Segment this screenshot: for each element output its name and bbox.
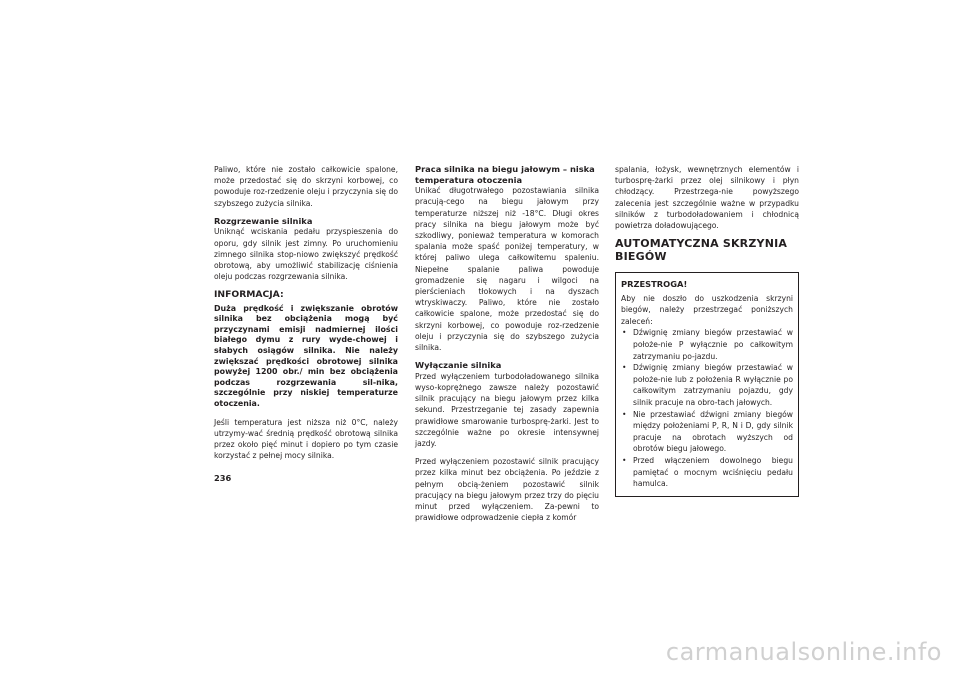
info-text: Duża prędkość i zwiększanie obrotów silnika bez obciążenia mogą być przyczynami emisji nadmiernej ilości białego dymu z rury wyde-chowej i słabych osiągów silnika. Nie należy zwiększać prędkości obrotowej silnika powyżej 1200 obr./ min bez obciążenia podczas rozgrzewania sil-nika, szczególnie przy niskiej temperaturze otoczenia. — [214, 303, 398, 408]
section-title-automatic-transmission: AUTOMATYCZNA SKRZYNIA BIEGÓW — [615, 237, 788, 263]
caution-item: • Dźwignię zmiany biegów przestawiać w położe-nie P wyłącznie po całkowitym zatrzymaniu po-jazdu. — [622, 328, 793, 361]
bullet-icon: • — [622, 328, 627, 338]
info-heading: INFORMACJA: — [214, 289, 284, 301]
caution-item: • Dźwignię zmiany biegów przestawiać w położe-nie lub z położenia R wyłącznie po całkowitym zatrzymaniu pojazdu, gdy silnik pracuje na obro-tach jałowych. — [622, 363, 793, 407]
paragraph-shutdown-1: Przed wyłączeniem turbodoładowanego silnika wyso-koprężnego zawsze należy pozostawić silnik pracujący na biegu jałowym przez kilka sekund. Przestrzeganie tej zasady zapewnia prawidłowe smarowanie turbosprę-żarki. Jest to szczególnie ważne po okresie intensywnej jazdy. — [415, 371, 599, 449]
paragraph-shutdown-2: Przed wyłączeniem pozostawić silnik pracujący przez kilka minut bez obciążenia. Po jeździe z pełnym obcią-żeniem pozostawić silnik pracujący na biegu jałowym przez trzy do pięciu minut przed wyłączeniem. Za-pewni to prawidłowe odprowadzenie ciepła z komór — [415, 457, 599, 523]
heading-engine-warmup: Rozgrzewanie silnika — [214, 215, 313, 226]
paragraph-fuel: Paliwo, które nie zostało całkowicie spalone, może przedostać się do skrzyni korbowej, co powoduje roz-rzedzenie oleju i przyczynia się do szybszego zużycia silnika. — [214, 165, 398, 208]
caution-box — [615, 272, 799, 496]
caution-item: • Nie przestawiać dźwigni zmiany biegów między położeniami P, R, N i D, gdy silnik pracuje na obrotach wyższych od obrotów biegu jałowego. — [622, 409, 793, 454]
column-right — [615, 164, 799, 497]
paragraph-idle: Unikać długotrwałego pozostawiania silnika pracują-cego na biegu jałowym przy temperaturze niższej niż -18°C. Długi okres pracy silnika na biegu jałowym może być szkodliwy, ponieważ temperatura w komorach spalania może spaść poniżej temperatury, w której paliwo ulega całkowitemu spaleniu. Niepełne spalanie paliwa powoduje gromadzenie się nagaru i wilgoci na pierścieniach tłokowych i na dyszach wtryskiwaczy. Paliwo, które nie zostało całkowicie spalone, może przedostać się do skrzyni korbowej, co powoduje roz-rzedzenie oleju i przyczynia się do szybszego zużycia silnika. — [415, 186, 599, 353]
paragraph-warmup: Uniknąć wciskania pedału przyspieszenia do oporu, gdy silnik jest zimny. Po uruchomieniu zimnego silnika stop-niowo zwiększyć prędkość obrotową, aby umożliwić stabilizację ciśnienia oleju podczas rozgrzewania silnika. — [214, 227, 398, 282]
bullet-icon: • — [622, 409, 627, 419]
heading-engine-shutdown: Wyłączanie silnika — [415, 360, 502, 371]
bullet-icon: • — [622, 455, 627, 465]
caution-title: PRZESTROGA! — [621, 279, 688, 290]
paragraph-continued: spalania, łożysk, wewnętrznych elementów i turbosprę-żarki przez olej silnikowy i płyn chłodzący. Przestrzega-nie powyższego zalecenia jest szczególnie ważne w przypadku silników z turbodoładowaniem i chłodnicą powietrza doładowującego. — [615, 165, 799, 231]
watermark: carmanualsonline.info — [665, 638, 942, 666]
heading-idle-low-temp: Praca silnika na biegu jałowym – niska temperatura otoczenia — [415, 164, 595, 185]
caution-intro: Aby nie doszło do uszkodzenia skrzyni biegów, należy przestrzegać poniższych zaleceń: — [621, 293, 793, 326]
caution-list — [621, 327, 793, 489]
column-left — [214, 164, 398, 468]
paragraph-low-temp: Jeśli temperatura jest niższa niż 0°C, należy utrzymy-wać średnią prędkość obrotową silnika przez około pięć minut i dopiero po tym czasie korzystać z pełnej mocy silnika. — [214, 417, 398, 461]
bullet-icon: • — [622, 363, 627, 373]
column-middle — [415, 164, 599, 530]
page-number: 236 — [214, 473, 232, 483]
caution-item: • Przed włączeniem dowolnego biegu pamiętać o mocnym wciśnięciu pedału hamulca. — [622, 455, 793, 489]
